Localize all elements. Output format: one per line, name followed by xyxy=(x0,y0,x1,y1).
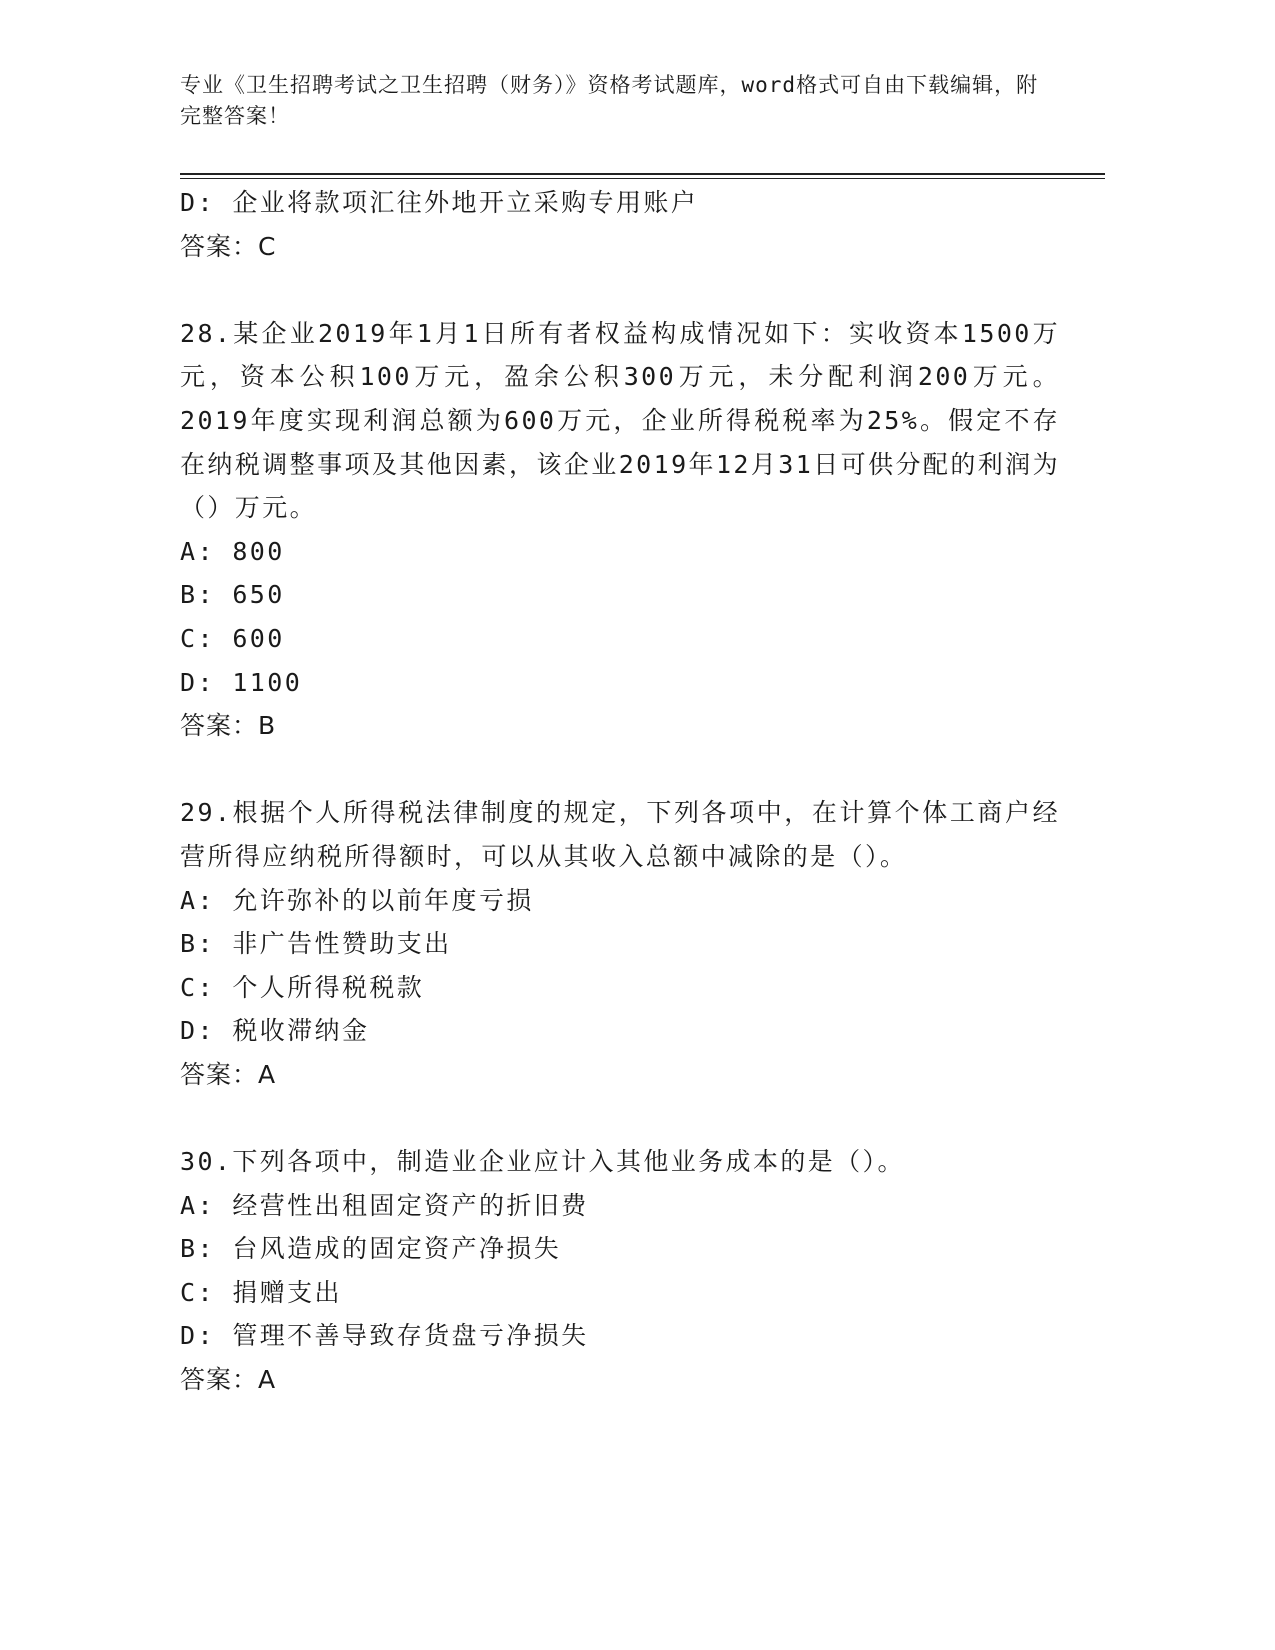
option-d: D: 管理不善导致存货盘亏净损失 xyxy=(180,1321,589,1351)
option-d: D: 税收滞纳金 xyxy=(180,1016,370,1046)
option-a: A: 经营性出租固定资产的折旧费 xyxy=(180,1190,589,1220)
option-b: B: 650 xyxy=(180,580,285,610)
option-a: A: 允许弥补的以前年度亏损 xyxy=(180,885,534,915)
header-divider-thin xyxy=(180,178,1105,179)
option-c: C: 个人所得税税款 xyxy=(180,972,425,1002)
question-stem: 30.下列各项中，制造业企业应计入其他业务成本的是（）。 xyxy=(180,1147,905,1177)
option-d: D: 1100 xyxy=(180,667,303,697)
answer-line: 答案：A xyxy=(180,1059,277,1089)
document-header: 专业《卫生招聘考试之卫生招聘（财务）》资格考试题库，word格式可自由下载编辑，附完整答案！ xyxy=(180,73,1039,128)
question-28 xyxy=(180,312,1060,748)
question-29 xyxy=(180,791,1060,1096)
option-b: B: 非广告性赞助支出 xyxy=(180,929,452,959)
question-content xyxy=(180,181,1060,1402)
answer-line: 答案：B xyxy=(180,711,277,741)
spacer xyxy=(180,748,1060,792)
question-stem: 29.根据个人所得税法律制度的规定，下列各项中，在计算个体工商户经营所得应纳税所得额时，可以从其收入总额中减除的是（）。 xyxy=(180,798,1060,871)
spacer xyxy=(180,1096,1060,1140)
question-stem: 28.某企业2019年1月1日所有者权益构成情况如下：实收资本1500万元，资本公积100万元，盈余公积300万元，未分配利润200万元。2019年度实现利润总额为600万元，企业所得税税率为25%。假定不存在纳税调整事项及其他因素，该企业2019年12月31日可供分配的利润为（）万元。 xyxy=(180,318,1060,523)
option-b: B: 台风造成的固定资产净损失 xyxy=(180,1234,562,1264)
header-divider-thick xyxy=(180,173,1105,175)
option-d: D: 企业将款项汇往外地开立采购专用账户 xyxy=(180,188,699,217)
answer-line: 答案：A xyxy=(180,1365,277,1395)
option-a: A: 800 xyxy=(180,536,285,566)
option-c: C: 捐赠支出 xyxy=(180,1277,342,1307)
question-30 xyxy=(180,1140,1060,1402)
spacer xyxy=(180,268,1060,312)
previous-question-tail xyxy=(180,181,1060,268)
option-c: C: 600 xyxy=(180,623,285,653)
answer-line: 答案：C xyxy=(180,231,277,261)
